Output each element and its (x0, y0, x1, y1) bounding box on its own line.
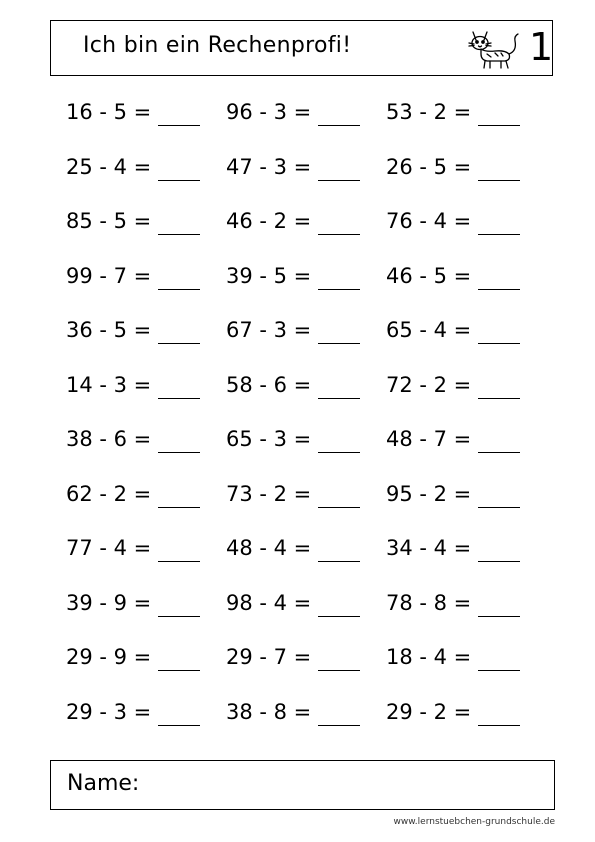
problem-item (386, 480, 546, 508)
answer-blank[interactable] (478, 539, 520, 562)
problem-item (386, 698, 546, 726)
problem-item (386, 98, 546, 126)
problem-expression: 76 - 4 = (386, 209, 472, 233)
problem-item (226, 589, 386, 617)
answer-blank[interactable] (158, 648, 200, 671)
problem-item (386, 316, 546, 344)
problem-expression: 16 - 5 = (66, 100, 152, 124)
problem-item (386, 371, 546, 399)
answer-blank[interactable] (158, 212, 200, 235)
problem-expression: 85 - 5 = (66, 209, 152, 233)
problem-item (226, 98, 386, 126)
problem-expression: 39 - 5 = (226, 263, 312, 288)
problem-expression: 14 - 3 = (66, 372, 152, 397)
name-box (50, 760, 555, 810)
problem-expression: 99 - 7 = (66, 263, 152, 288)
problem-expression: 65 - 4 = (386, 318, 472, 342)
problem-expression: 29 - 7 = (226, 645, 312, 669)
problem-expression: 46 - 2 = (226, 209, 312, 233)
problem-expression: 46 - 5 = (386, 263, 472, 288)
answer-blank[interactable] (158, 267, 200, 290)
answer-blank[interactable] (478, 103, 520, 126)
problem-item (386, 534, 546, 562)
problem-row (66, 643, 546, 698)
problem-item (386, 262, 546, 290)
answer-blank[interactable] (478, 430, 520, 453)
problem-expression: 29 - 2 = (386, 699, 472, 724)
problem-item (226, 480, 386, 508)
problem-row (66, 98, 546, 153)
problem-expression: 58 - 6 = (226, 372, 312, 397)
problem-item (66, 98, 226, 126)
problem-item (66, 643, 226, 671)
answer-blank[interactable] (158, 430, 200, 453)
problem-expression: 62 - 2 = (66, 481, 152, 506)
answer-blank[interactable] (478, 376, 520, 399)
answer-blank[interactable] (158, 594, 200, 617)
problem-row (66, 262, 546, 317)
answer-blank[interactable] (318, 430, 360, 453)
answer-blank[interactable] (318, 703, 360, 726)
footer-url: www.lernstuebchen-grundschule.de (393, 817, 555, 827)
problem-expression: 78 - 8 = (386, 590, 472, 615)
problem-item (66, 480, 226, 508)
problem-row (66, 371, 546, 426)
problem-grid (66, 98, 546, 752)
problem-item (226, 425, 386, 453)
problem-item (66, 262, 226, 290)
answer-blank[interactable] (478, 158, 520, 181)
problem-expression: 38 - 6 = (66, 427, 152, 451)
answer-blank[interactable] (478, 321, 520, 344)
worksheet-title: Ich bin ein Rechenprofi! (83, 33, 352, 58)
problem-item (66, 371, 226, 399)
answer-blank[interactable] (318, 212, 360, 235)
problem-expression: 38 - 8 = (226, 699, 312, 724)
problem-row (66, 207, 546, 262)
problem-row (66, 153, 546, 208)
problem-item (66, 534, 226, 562)
worksheet-header (50, 20, 553, 76)
name-label: Name: (67, 771, 140, 796)
answer-blank[interactable] (158, 539, 200, 562)
answer-blank[interactable] (318, 158, 360, 181)
answer-blank[interactable] (478, 703, 520, 726)
answer-blank[interactable] (318, 594, 360, 617)
problem-item (66, 207, 226, 235)
problem-expression: 67 - 3 = (226, 318, 312, 342)
problem-item (226, 534, 386, 562)
problem-expression: 73 - 2 = (226, 481, 312, 506)
answer-blank[interactable] (318, 321, 360, 344)
problem-expression: 98 - 4 = (226, 590, 312, 615)
problem-row (66, 425, 546, 480)
problem-expression: 72 - 2 = (386, 372, 472, 397)
problem-expression: 53 - 2 = (386, 100, 472, 124)
problem-expression: 18 - 4 = (386, 645, 472, 669)
problem-item (386, 589, 546, 617)
problem-expression: 39 - 9 = (66, 590, 152, 615)
problem-item (386, 643, 546, 671)
problem-expression: 77 - 4 = (66, 536, 152, 560)
problem-item (226, 643, 386, 671)
answer-blank[interactable] (158, 703, 200, 726)
problem-expression: 34 - 4 = (386, 536, 472, 560)
answer-blank[interactable] (478, 648, 520, 671)
problem-expression: 96 - 3 = (226, 100, 312, 124)
problem-row (66, 589, 546, 644)
answer-blank[interactable] (318, 648, 360, 671)
answer-blank[interactable] (318, 267, 360, 290)
problem-item (226, 153, 386, 181)
answer-blank[interactable] (318, 376, 360, 399)
problem-row (66, 698, 546, 753)
problem-item (226, 316, 386, 344)
answer-blank[interactable] (318, 539, 360, 562)
cat-icon (465, 27, 523, 71)
problem-item (226, 371, 386, 399)
answer-blank[interactable] (158, 376, 200, 399)
problem-row (66, 534, 546, 589)
problem-item (386, 425, 546, 453)
answer-blank[interactable] (478, 267, 520, 290)
problem-expression: 48 - 7 = (386, 427, 472, 451)
problem-expression: 36 - 5 = (66, 318, 152, 342)
problem-item (226, 262, 386, 290)
answer-blank[interactable] (478, 485, 520, 508)
problem-item (386, 153, 546, 181)
problem-item (226, 207, 386, 235)
problem-expression: 95 - 2 = (386, 481, 472, 506)
answer-blank[interactable] (318, 485, 360, 508)
sheet-number: 1 (529, 25, 554, 69)
answer-blank[interactable] (158, 103, 200, 126)
answer-blank[interactable] (478, 212, 520, 235)
problem-item (66, 698, 226, 726)
problem-expression: 29 - 9 = (66, 645, 152, 669)
problem-expression: 65 - 3 = (226, 427, 312, 451)
problem-row (66, 316, 546, 371)
problem-expression: 29 - 3 = (66, 699, 152, 724)
problem-item (66, 589, 226, 617)
problem-item (66, 316, 226, 344)
answer-blank[interactable] (158, 321, 200, 344)
problem-item (66, 425, 226, 453)
problem-expression: 47 - 3 = (226, 154, 312, 179)
problem-expression: 25 - 4 = (66, 154, 152, 179)
problem-row (66, 480, 546, 535)
problem-item (66, 153, 226, 181)
problem-expression: 26 - 5 = (386, 154, 472, 179)
answer-blank[interactable] (318, 103, 360, 126)
answer-blank[interactable] (478, 594, 520, 617)
problem-item (386, 207, 546, 235)
answer-blank[interactable] (158, 158, 200, 181)
problem-expression: 48 - 4 = (226, 536, 312, 560)
answer-blank[interactable] (158, 485, 200, 508)
problem-item (226, 698, 386, 726)
